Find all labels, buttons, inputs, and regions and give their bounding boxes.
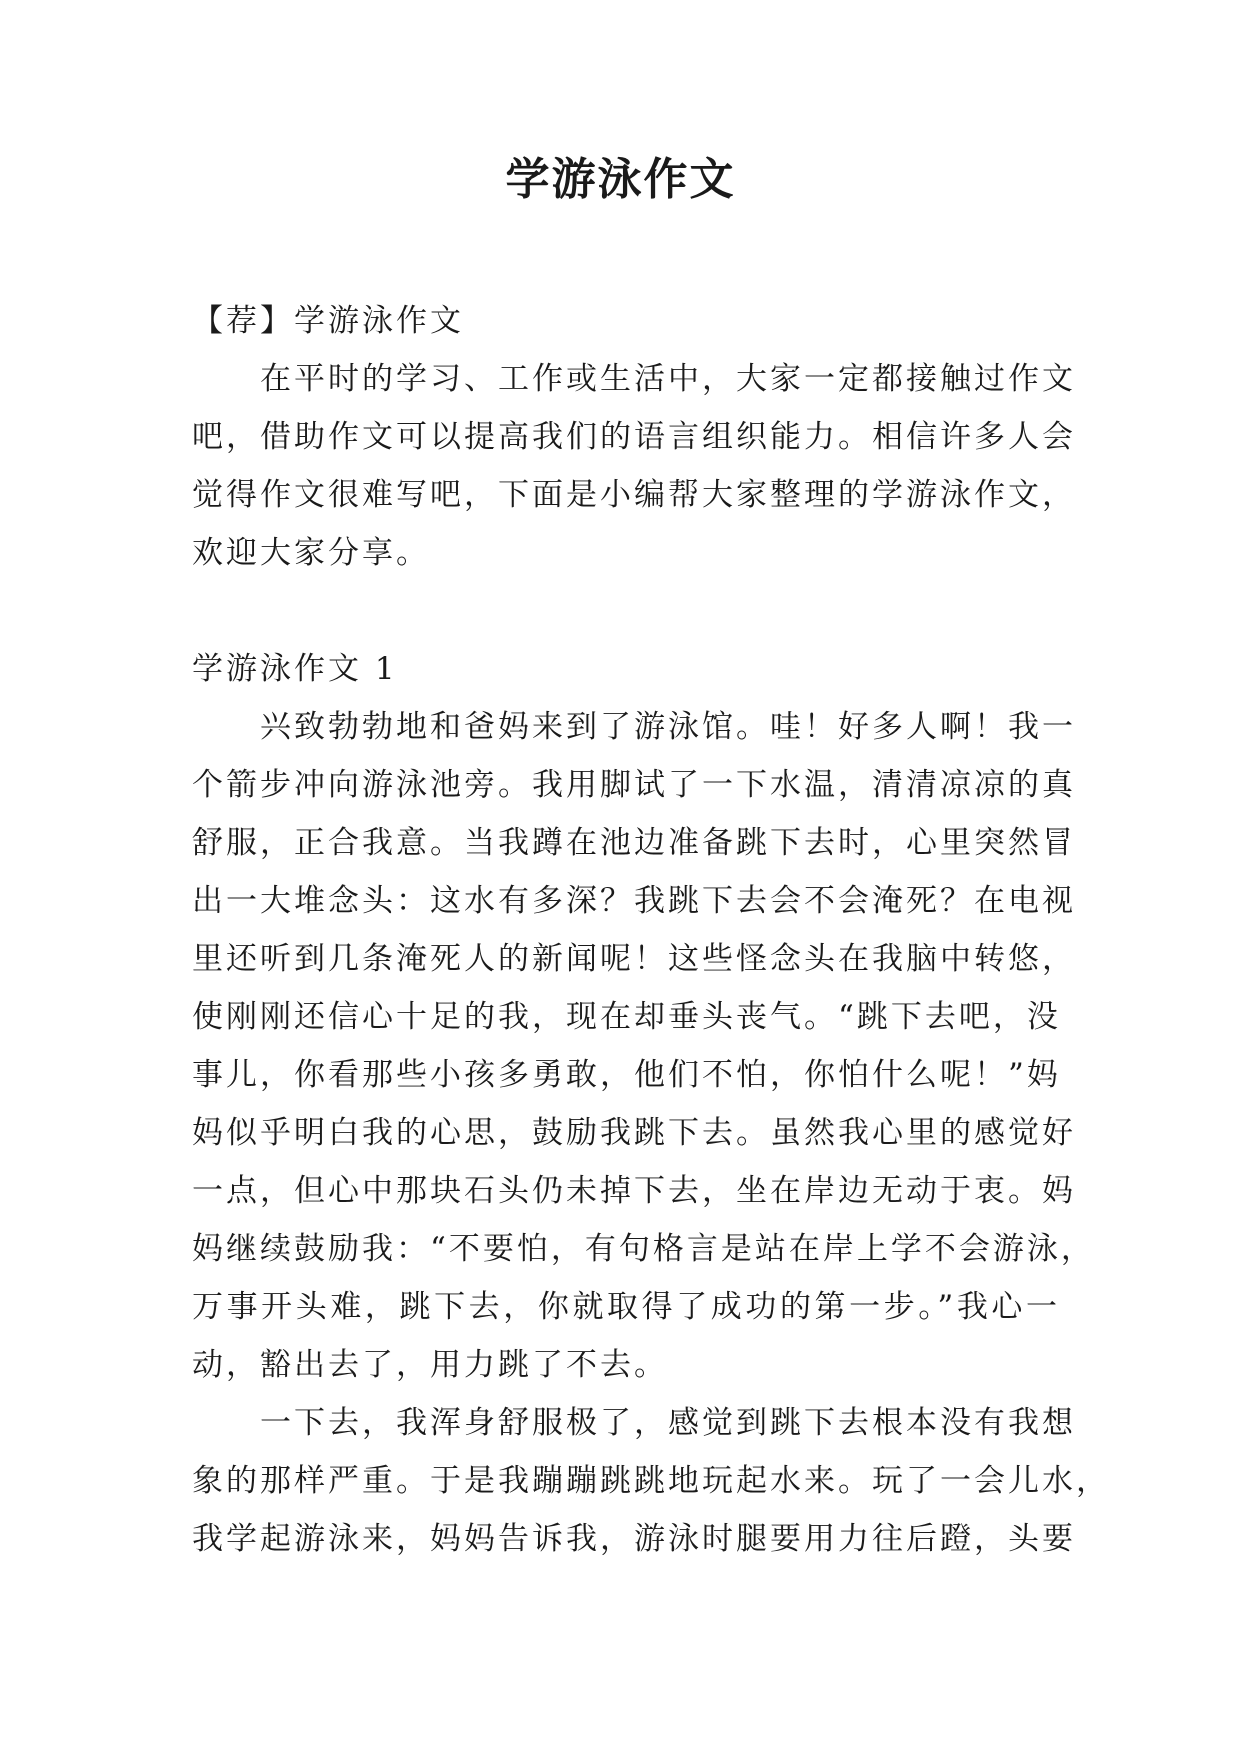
paragraph-line: 一下去，我浑身舒服极了，感觉到跳下去根本没有我想 — [260, 1405, 1076, 1441]
intro-line: 吧，借助作文可以提高我们的语言组织能力。相信许多人会 — [192, 419, 1076, 455]
paragraph-line: 舒服，正合我意。当我蹲在池边准备跳下去时，心里突然冒 — [192, 825, 1076, 861]
paragraph-line: 兴致勃勃地和爸妈来到了游泳馆。哇！好多人啊！我一 — [260, 709, 1076, 745]
paragraph-line: 动，豁出去了，用力跳了不去。 — [192, 1347, 668, 1383]
essay-paragraph-2 — [192, 1394, 1110, 1568]
intro-line: 在平时的学习、工作或生活中，大家一定都接触过作文 — [260, 361, 1076, 397]
section-spacer — [192, 582, 1060, 640]
paragraph-line: 万事开头难，跳下去，你就取得了成功的第一步。”我心一 — [192, 1289, 1060, 1325]
paragraph-line: 使刚刚还信心十足的我，现在却垂头丧气。“跳下去吧，没 — [192, 999, 1061, 1035]
paragraph-line: 妈似乎明白我的心思，鼓励我跳下去。虽然我心里的感觉好 — [192, 1115, 1076, 1151]
paragraph-line: 象的那样严重。于是我蹦蹦跳跳地玩起水来。玩了一会儿水， — [192, 1463, 1110, 1499]
paragraph-line: 个箭步冲向游泳池旁。我用脚试了一下水温，清清凉凉的真 — [192, 767, 1076, 803]
intro-line: 觉得作文很难写吧，下面是小编帮大家整理的学游泳作文， — [192, 477, 1076, 513]
intro-heading: 【荐】学游泳作文 — [192, 303, 464, 339]
intro-paragraph — [192, 350, 1076, 582]
document-title: 学游泳作文 — [505, 154, 736, 205]
essay-paragraph-1 — [192, 698, 1095, 1394]
paragraph-line: 里还听到几条淹死人的新闻呢！这些怪念头在我脑中转悠， — [192, 941, 1076, 977]
document-body — [192, 292, 1110, 1568]
paragraph-line: 出一大堆念头：这水有多深？我跳下去会不会淹死？在电视 — [192, 883, 1076, 919]
paragraph-line: 我学起游泳来，妈妈告诉我，游泳时腿要用力往后蹬，头要 — [192, 1521, 1076, 1557]
paragraph-line: 一点，但心中那块石头仍未掉下去，坐在岸边无动于衷。妈 — [192, 1173, 1076, 1209]
intro-line: 欢迎大家分享。 — [192, 535, 430, 571]
essay-heading: 学游泳作文 1 — [192, 651, 398, 687]
paragraph-line: 事儿，你看那些小孩多勇敢，他们不怕，你怕什么呢！”妈 — [192, 1057, 1061, 1093]
paragraph-line: 妈继续鼓励我：“不要怕，有句格言是站在岸上学不会游泳， — [192, 1231, 1095, 1267]
